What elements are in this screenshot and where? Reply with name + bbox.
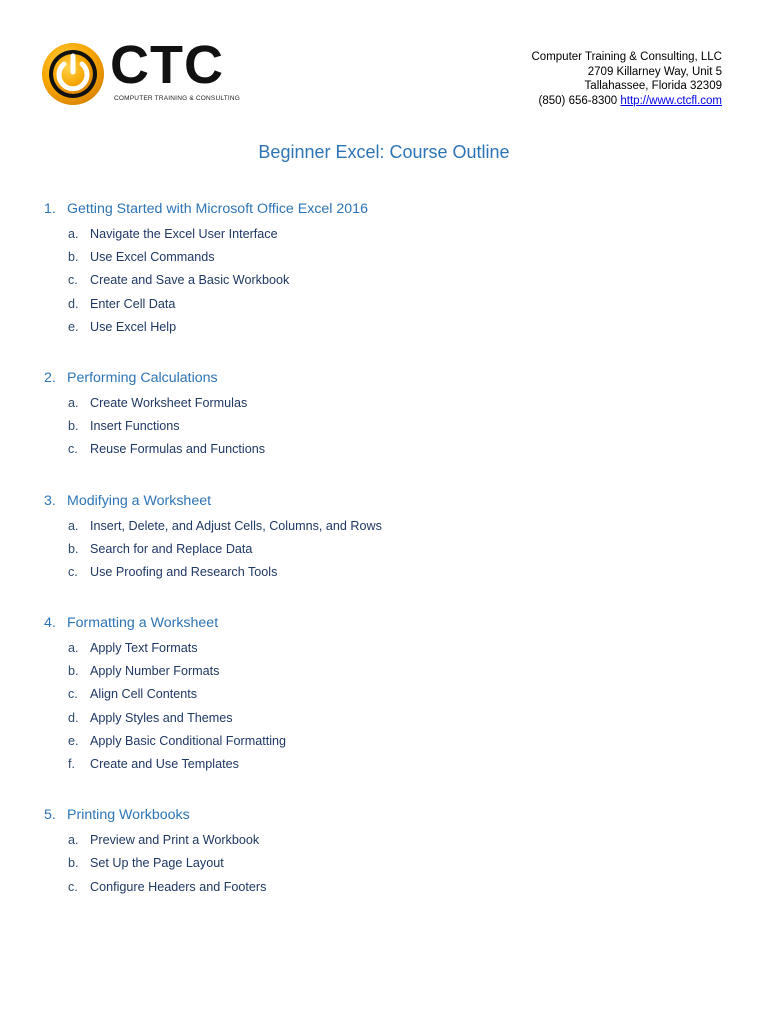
outline-item	[44, 223, 724, 246]
item-text: Use Excel Help	[90, 319, 177, 334]
power-button-logo-icon	[40, 38, 112, 110]
item-letter: f.	[68, 757, 75, 771]
item-letter: c.	[68, 273, 78, 288]
page-title: Beginner Excel: Course Outline	[258, 142, 510, 162]
outline-item	[44, 876, 724, 899]
logo-wordmark: CTC	[110, 35, 224, 95]
outline-item	[44, 707, 724, 730]
item-letter: a.	[68, 833, 79, 848]
outline-item	[44, 269, 724, 292]
address-line-2: Tallahassee, Florida 32309	[584, 80, 722, 92]
outline-section	[44, 491, 724, 585]
item-letter: b.	[68, 250, 79, 265]
section-number: 5.	[44, 807, 56, 824]
item-text: Align Cell Contents	[90, 687, 198, 702]
item-letter: b.	[68, 419, 79, 434]
item-text: Preview and Print a Workbook	[90, 833, 260, 848]
section-title: Getting Started with Microsoft Office Excel 2016	[67, 201, 368, 217]
section-title: Printing Workbooks	[67, 807, 190, 824]
outline-item	[44, 683, 724, 706]
item-text: Enter Cell Data	[90, 296, 176, 311]
website-link[interactable]: http://www.ctcfl.com	[620, 94, 722, 107]
item-text: Insert, Delete, and Adjust Cells, Columns, and Rows	[90, 518, 382, 533]
section-heading	[44, 491, 724, 511]
section-title: Performing Calculations	[67, 369, 218, 386]
section-heading	[44, 805, 724, 825]
item-letter: b.	[68, 664, 79, 679]
item-letter: b.	[68, 856, 79, 871]
item-text: Create and Use Templates	[90, 757, 239, 771]
item-letter: a.	[68, 641, 79, 656]
phone-and-website	[532, 94, 723, 109]
address-line-1: 2709 Killarney Way, Unit 5	[587, 65, 722, 78]
outline-item	[44, 415, 724, 438]
outline-item	[44, 730, 724, 753]
item-text: Set Up the Page Layout	[90, 856, 224, 871]
course-outline	[44, 199, 724, 928]
outline-item	[44, 246, 724, 269]
section-number: 2.	[44, 369, 56, 386]
section-heading	[44, 199, 724, 219]
section-title: Modifying a Worksheet	[67, 492, 212, 509]
outline-section	[44, 368, 724, 462]
item-text: Create and Save a Basic Workbook	[90, 273, 290, 288]
outline-item	[44, 660, 724, 683]
outline-item	[44, 637, 724, 660]
logo-subtitle: COMPUTER TRAINING & CONSULTING	[114, 95, 241, 102]
outline-section	[44, 199, 724, 339]
section-heading	[44, 613, 724, 633]
item-text: Insert Functions	[90, 419, 180, 434]
item-letter: a.	[68, 518, 79, 533]
item-letter: e.	[68, 319, 79, 334]
outline-section	[44, 805, 724, 899]
outline-item	[44, 316, 724, 339]
item-text: Configure Headers and Footers	[90, 879, 267, 894]
outline-item	[44, 538, 724, 561]
outline-item	[44, 515, 724, 538]
item-letter: c.	[68, 687, 78, 702]
outline-section	[44, 613, 724, 776]
outline-item	[44, 753, 724, 776]
section-number: 4.	[44, 615, 56, 632]
outline-item	[44, 852, 724, 875]
outline-item	[44, 561, 724, 584]
item-text: Reuse Formulas and Functions	[90, 442, 265, 457]
contact-block	[532, 50, 723, 108]
section-title: Formatting a Worksheet	[67, 615, 219, 632]
section-number: 3.	[44, 492, 56, 509]
item-letter: a.	[68, 395, 79, 410]
ctc-logo	[40, 35, 241, 108]
outline-item	[44, 392, 724, 415]
section-heading	[44, 368, 724, 388]
outline-item	[44, 438, 724, 461]
item-text: Use Excel Commands	[90, 250, 215, 265]
item-letter: e.	[68, 733, 79, 748]
item-letter: c.	[68, 564, 78, 579]
item-letter: d.	[68, 710, 79, 725]
section-number: 1.	[44, 201, 56, 217]
item-letter: a.	[68, 227, 79, 241]
item-letter: c.	[68, 442, 78, 457]
item-letter: c.	[68, 879, 78, 894]
item-text: Navigate the Excel User Interface	[90, 227, 278, 241]
item-text: Use Proofing and Research Tools	[90, 564, 278, 579]
item-text: Apply Basic Conditional Formatting	[90, 733, 286, 748]
outline-item	[44, 293, 724, 316]
item-letter: d.	[68, 296, 79, 311]
company-name: Computer Training & Consulting, LLC	[531, 51, 722, 63]
outline-item	[44, 829, 724, 852]
item-text: Apply Styles and Themes	[90, 710, 233, 725]
item-text: Create Worksheet Formulas	[90, 395, 248, 410]
item-text: Apply Text Formats	[90, 641, 198, 656]
item-letter: b.	[68, 541, 79, 556]
phone-number: (850) 656-8300	[538, 94, 618, 107]
item-text: Search for and Replace Data	[90, 541, 253, 556]
item-text: Apply Number Formats	[90, 664, 220, 679]
